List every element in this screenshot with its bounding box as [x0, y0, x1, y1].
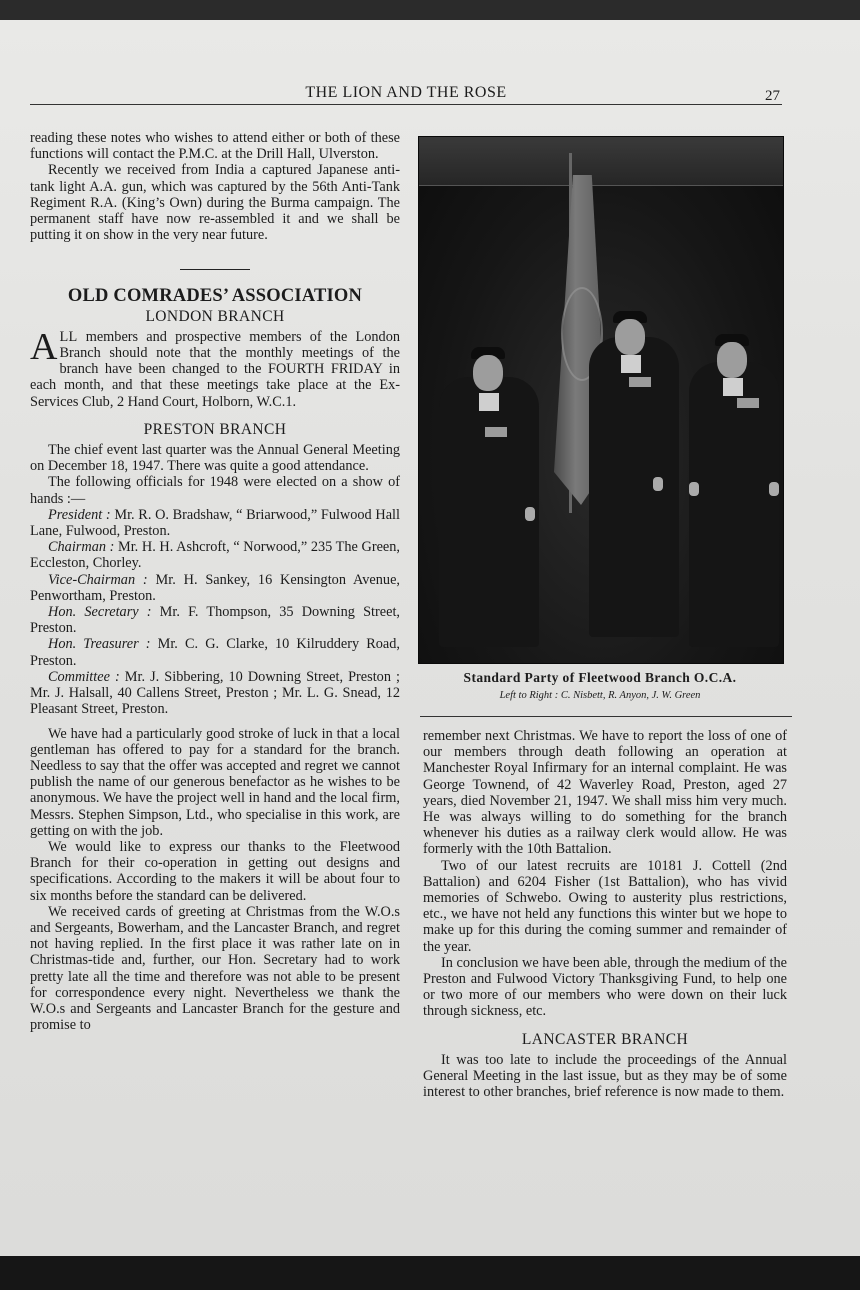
section-title: OLD COMRADES’ ASSOCIATION	[67, 286, 363, 307]
scan-background-bottom	[0, 1256, 860, 1290]
lancaster-paragraph: It was too late to include the proceedings of the Annual General Meeting in the last issue, but as they may be of some interest to other branches, brief reference is now made to them.	[423, 1051, 787, 1101]
official-role: Hon. Secretary :	[48, 604, 152, 621]
official-role: Committee :	[48, 668, 120, 685]
person-center	[589, 337, 679, 637]
body-paragraph: Two of our latest recruits are 10181 J. Cottell (2nd Battalion) and 6204 Fisher (1st Battalion), who has vivid memories of Schwebo. Owing to austerity plus restrictions, etc., we have not held any functions this winter but we hope to make up for this during the coming summer and remainder of the year.	[423, 857, 787, 955]
official-entry: Hon. Treasurer : Mr. C. G. Clarke, 10 Kilruddery Road, Preston.	[30, 636, 400, 669]
london-branch-heading: LONDON BRANCH	[145, 307, 285, 325]
page-number: 27	[765, 88, 780, 104]
preston-branch-heading: PRESTON BRANCH	[143, 420, 287, 438]
running-header	[30, 84, 782, 105]
official-entry: President : Mr. R. O. Bradshaw, “ Briarwood,” Fulwood Hall Lane, Fulwood, Preston.	[30, 506, 400, 540]
official-entry: Vice-Chairman : Mr. H. Sankey, 16 Kensington Avenue, Penwortham, Preston.	[30, 571, 400, 604]
lancaster-branch-heading: LANCASTER BRANCH	[521, 1030, 689, 1048]
right-column	[423, 728, 787, 1100]
left-column	[30, 130, 400, 1033]
body-paragraph: We received cards of greeting at Christmas from the W.O.s and Sergeants, Bowerham, and the Lancaster Branch, and regret not having replied. In the first place it was rather late on in Christmas-tide and, further, our Hon. Secretary had to work pretty late all the time and therefore was not able to be present for correspondence every night. Nevertheless we thank the W.O.s and Sergeants and Lancaster Branch for the gesture and promise to	[30, 903, 400, 1034]
publication-title: THE LION AND THE ROSE	[305, 84, 507, 101]
drop-cap: A	[30, 325, 58, 368]
preston-paragraph: The chief event last quarter was the Annual General Meeting on December 18, 1947. There was quite a good attendance.	[30, 442, 400, 475]
official-role: Hon. Treasurer :	[48, 636, 151, 653]
preston-paragraph: The following officials for 1948 were elected on a show of hands :—	[30, 474, 400, 507]
medals-icon	[485, 427, 507, 437]
medals-icon	[629, 377, 651, 387]
photo-ceiling	[419, 137, 783, 186]
london-branch-paragraph: ALL members and prospective members of the London Branch should note that the monthly meetings of the branch have been changed to the FOURTH FRIDAY in each month, and that these meetings take place at the Ex-Services Club, 2 Hand Court, Holborn, W.C.1.	[30, 325, 400, 410]
person-right	[689, 362, 779, 647]
caption-divider	[420, 716, 792, 717]
official-role: Vice-Chairman :	[48, 571, 148, 588]
official-entry: Chairman : Mr. H. H. Ashcroft, “ Norwood,” 235 The Green, Eccleston, Chorley.	[30, 539, 401, 572]
photo-caption-subtitle: Left to Right : C. Nisbett, R. Anyon, J. W. Green	[499, 690, 701, 701]
medals-icon	[737, 398, 759, 408]
official-role: President :	[48, 506, 111, 523]
standard-party-photo	[418, 136, 784, 664]
official-role: Chairman :	[48, 539, 115, 556]
body-paragraph: We have had a particularly good stroke of luck in that a local gentleman has offered to pay for a standard for the branch. Needless to say that the offer was accepted and regret we cannot publish the name of our generous benefactor as he wishes to be anonymous. We have the project well in hand and the local firm, Messrs. Stephen Simpson, Ltd., who specialise in this work, are getting on with the job.	[30, 725, 400, 839]
intro-paragraph: reading these notes who wishes to attend either or both of these functions will contact the P.M.C. at the Drill Hall, Ulverston.	[30, 130, 400, 163]
official-entry: Hon. Secretary : Mr. F. Thompson, 35 Downing Street, Preston.	[30, 604, 400, 637]
body-paragraph: In conclusion we have been able, through the medium of the Preston and Fulwood Victory Thanksgiving Fund, to help one or two more of our members who were down on their luck through sickness, etc.	[423, 954, 787, 1020]
body-paragraph: We would like to express our thanks to the Fleetwood Branch for their co-operation in getting out designs and specifications. According to the makers it will be about four to six months before the standard can be delivered.	[30, 838, 400, 904]
section-divider	[180, 269, 250, 270]
photo-caption-title: Standard Party of Fleetwood Branch O.C.A.	[463, 670, 737, 685]
intro-paragraph: Recently we received from India a captured Japanese anti-tank light A.A. gun, which was captured by the 56th Anti-Tank Regiment R.A. (King’s Own) during the Burma campaign. The permanent staff have now re-assembled it and we shall be putting it on show in the very near future.	[30, 162, 400, 244]
person-left	[439, 377, 539, 647]
scan-background-top	[0, 0, 860, 22]
body-paragraph: remember next Christmas. We have to report the loss of one of our members through death following an operation at Manchester Royal Infirmary for an internal complaint. He was George Townend, of 42 Waverley Road, Preston, aged 27 years, died November 21, 1947. We shall miss him very much. He was always willing to do something for the branch whenever his duties as a railway clerk would allow. He was formerly with the 10th Battalion.	[423, 728, 787, 858]
official-entry: Committee : Mr. J. Sibbering, 10 Downing Street, Preston ; Mr. J. Halsall, 40 Callens Street, Preston ; Mr. L. G. Snead, 12 Pleasant Street, Preston.	[30, 668, 400, 718]
